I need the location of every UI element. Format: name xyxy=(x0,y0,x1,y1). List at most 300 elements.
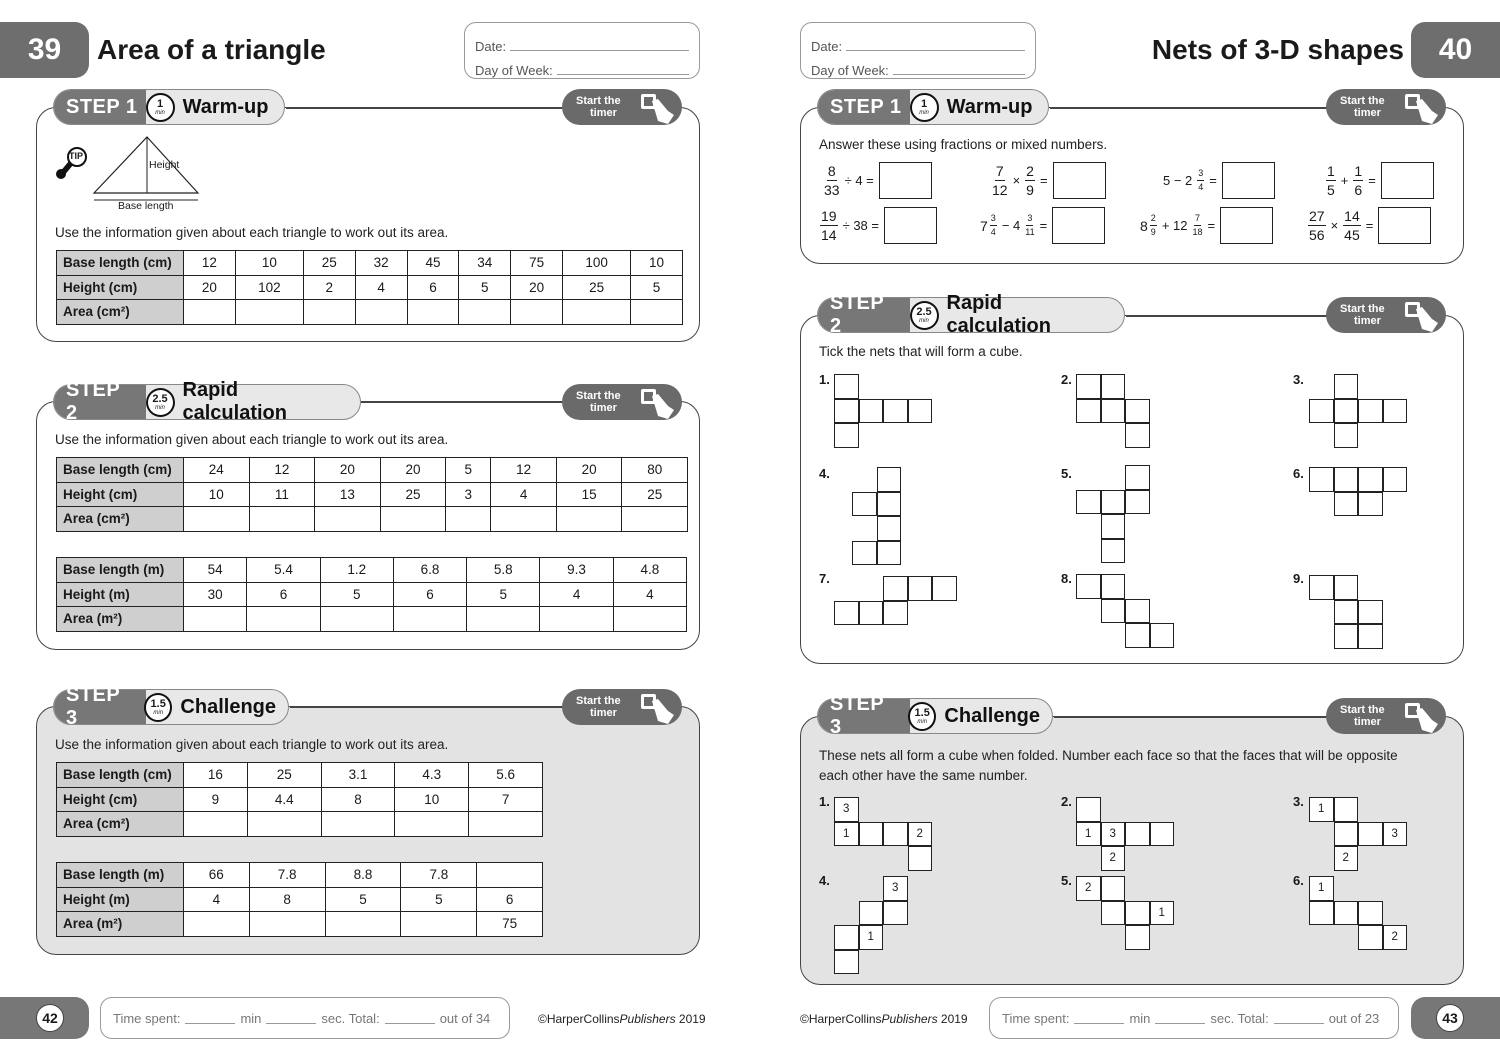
net-face[interactable] xyxy=(1076,574,1101,599)
answer-box[interactable] xyxy=(1052,207,1105,244)
net-face[interactable] xyxy=(852,541,877,566)
table-cell[interactable] xyxy=(247,607,320,632)
table-cell: 5 xyxy=(401,887,477,912)
step-word: STEP 2 xyxy=(66,379,120,424)
net-face[interactable] xyxy=(1309,467,1334,492)
net-face[interactable] xyxy=(883,901,908,926)
table-cell[interactable] xyxy=(235,300,303,325)
net-face[interactable] xyxy=(1101,374,1126,399)
answer-box[interactable] xyxy=(879,162,932,199)
row-header: Base length (cm) xyxy=(57,458,184,483)
table-cell: 8.8 xyxy=(325,863,401,888)
table-cell[interactable] xyxy=(631,300,683,325)
table-cell: 66 xyxy=(184,863,250,888)
net-face[interactable] xyxy=(1150,623,1175,648)
net-face[interactable]: 2 xyxy=(1334,846,1359,871)
table-cell: 5 xyxy=(325,887,401,912)
table-cell[interactable] xyxy=(315,507,381,532)
net-face[interactable] xyxy=(877,541,902,566)
net-face[interactable] xyxy=(1125,822,1150,847)
table-cell[interactable] xyxy=(355,300,407,325)
table-cell: 10 xyxy=(395,787,469,812)
fraction-question-7: 8 $\frac{2}{9}$ + 12 $\frac{7}{18}$ = xyxy=(1140,207,1273,244)
step3-label xyxy=(817,693,1053,738)
table-cell: 25 xyxy=(380,482,446,507)
table-cell: 5 xyxy=(446,458,491,483)
net-face[interactable]: 2 xyxy=(1383,925,1408,950)
net-face[interactable] xyxy=(1076,490,1101,515)
table-cell: 11 xyxy=(249,482,315,507)
table-cell: 16 xyxy=(184,763,248,788)
net-face[interactable]: 3 xyxy=(1383,822,1408,847)
table-row xyxy=(57,887,543,912)
table-cell: 20 xyxy=(380,458,446,483)
table-cell[interactable] xyxy=(556,507,622,532)
hand-pointer-icon xyxy=(1404,299,1440,333)
table-cell[interactable] xyxy=(380,507,446,532)
table-row xyxy=(57,787,543,812)
net-face[interactable] xyxy=(1101,876,1126,901)
table-cell: 4 xyxy=(613,582,686,607)
net-label: 1. xyxy=(819,372,830,387)
net-face[interactable] xyxy=(1076,399,1101,424)
net-face[interactable] xyxy=(1358,901,1383,926)
table-cell: 20 xyxy=(184,275,236,300)
net-face[interactable] xyxy=(1309,575,1334,600)
table-cell[interactable] xyxy=(446,507,491,532)
net-face[interactable]: 1 xyxy=(1150,901,1175,926)
table-row xyxy=(57,300,683,325)
net-face[interactable] xyxy=(1358,399,1383,424)
table-cell[interactable] xyxy=(184,300,236,325)
table-cell: 80 xyxy=(622,458,688,483)
net-face[interactable] xyxy=(908,576,933,601)
net-face[interactable] xyxy=(1125,599,1150,624)
net-face[interactable] xyxy=(852,492,877,517)
net-face[interactable] xyxy=(883,399,908,424)
net-face[interactable]: 2 xyxy=(1076,876,1101,901)
day-line[interactable] xyxy=(893,74,1025,75)
step3-instruction: These nets all form a cube when folded. Number each face so that the faces that will be opposite each other have the same number. xyxy=(819,748,1398,783)
answer-box[interactable] xyxy=(1053,162,1106,199)
step2-instruction: Tick the nets that will form a cube. xyxy=(819,344,1023,359)
row-header: Height (m) xyxy=(57,887,184,912)
table-cell: 25 xyxy=(563,275,631,300)
net-face[interactable] xyxy=(1334,399,1359,424)
net-face[interactable] xyxy=(1150,822,1175,847)
table-cell: 5 xyxy=(631,275,683,300)
date-line[interactable] xyxy=(846,50,1025,51)
table-row xyxy=(57,482,688,507)
fraction-question-5: $\frac{19}{14}$ ÷ 38 = xyxy=(818,207,937,244)
step3-table-cm xyxy=(56,762,543,837)
net-face[interactable] xyxy=(1334,467,1359,492)
net-face[interactable] xyxy=(1383,399,1408,424)
hand-pointer-icon xyxy=(640,91,676,125)
table-cell: 2 xyxy=(303,275,355,300)
net-label: 9. xyxy=(1293,571,1304,586)
net-face[interactable]: 1 xyxy=(1309,797,1334,822)
table-cell[interactable] xyxy=(184,912,250,937)
table-cell: 25 xyxy=(303,251,355,276)
table-cell[interactable] xyxy=(407,300,459,325)
date-label: Date: xyxy=(811,39,843,54)
table-cell[interactable] xyxy=(395,812,469,837)
net-face[interactable] xyxy=(1101,599,1126,624)
date-line[interactable] xyxy=(510,50,689,51)
net-face[interactable] xyxy=(1334,423,1359,448)
net-face[interactable]: 2 xyxy=(1101,846,1126,871)
net-face[interactable] xyxy=(859,901,884,926)
step1-label xyxy=(53,89,285,125)
lesson-number: 40 xyxy=(1411,22,1500,78)
table-cell: 3 xyxy=(446,482,491,507)
step-name: Challenge xyxy=(180,695,276,718)
net-face[interactable] xyxy=(859,399,884,424)
table-cell[interactable]: 75 xyxy=(477,912,543,937)
table-cell: 10 xyxy=(184,482,250,507)
step-name: Rapid calculation xyxy=(182,379,287,424)
step-rule xyxy=(286,107,566,109)
net-face[interactable] xyxy=(1334,822,1359,847)
answer-box[interactable] xyxy=(1378,207,1431,244)
row-header: Height (cm) xyxy=(57,275,184,300)
net-face[interactable]: 3 xyxy=(1101,822,1126,847)
net-face[interactable]: 1 xyxy=(834,822,859,847)
start-timer-button[interactable]: Start the timer xyxy=(1326,89,1446,125)
net-face[interactable] xyxy=(1101,901,1126,926)
table-cell[interactable] xyxy=(511,300,563,325)
table-cell: 75 xyxy=(511,251,563,276)
table-cell[interactable] xyxy=(393,607,466,632)
table-cell: 4.3 xyxy=(395,763,469,788)
net-face[interactable] xyxy=(883,822,908,847)
net-face[interactable] xyxy=(1101,399,1126,424)
copyright: ©HarperCollinsPublishers 2019 xyxy=(538,1012,706,1026)
start-timer-button[interactable]: Start the timer xyxy=(562,384,682,420)
table-cell[interactable] xyxy=(622,507,688,532)
net-face[interactable] xyxy=(1101,574,1126,599)
net-face[interactable] xyxy=(1383,467,1408,492)
table-cell: 6 xyxy=(393,582,466,607)
row-header: Area (m²) xyxy=(57,912,184,937)
net-label: 4. xyxy=(819,466,830,481)
table-cell: 30 xyxy=(184,582,247,607)
net-label: 6. xyxy=(1293,466,1304,481)
net-face[interactable] xyxy=(908,846,933,871)
net-face[interactable] xyxy=(859,822,884,847)
hand-pointer-icon xyxy=(640,386,676,420)
answer-box[interactable] xyxy=(1220,207,1273,244)
net-face[interactable] xyxy=(834,423,859,448)
step-word: STEP 3 xyxy=(66,684,120,729)
step-rule xyxy=(290,706,566,708)
net-face[interactable] xyxy=(1309,399,1334,424)
table-cell: 9.3 xyxy=(540,558,613,583)
table-cell: 4 xyxy=(184,887,250,912)
net-face[interactable] xyxy=(1358,600,1383,625)
table-cell: 6 xyxy=(477,887,543,912)
table-cell[interactable] xyxy=(491,507,557,532)
net-face[interactable] xyxy=(883,576,908,601)
row-header: Area (cm²) xyxy=(57,507,184,532)
table-cell: 20 xyxy=(511,275,563,300)
net-face[interactable] xyxy=(1101,514,1126,539)
net-face[interactable] xyxy=(932,576,957,601)
net-face[interactable]: 1 xyxy=(1309,876,1334,901)
stopwatch-icon: 2.5 min xyxy=(146,388,175,417)
net-face[interactable]: 3 xyxy=(834,797,859,822)
net-label: 5. xyxy=(1061,466,1072,481)
row-header: Area (cm²) xyxy=(57,300,184,325)
net-label: 8. xyxy=(1061,571,1072,586)
table-cell: 10 xyxy=(631,251,683,276)
step-word: STEP 1 xyxy=(66,95,138,118)
net-face[interactable] xyxy=(1358,925,1383,950)
net-face[interactable] xyxy=(1358,492,1383,517)
table-row xyxy=(57,582,687,607)
page-number: 42 xyxy=(36,1004,64,1032)
step-rule xyxy=(1050,107,1330,109)
net-face[interactable] xyxy=(1358,624,1383,649)
step2-table-cm xyxy=(56,457,688,532)
net-face[interactable] xyxy=(1334,492,1359,517)
start-timer-button[interactable]: Start the timer xyxy=(1326,297,1446,333)
net-face[interactable] xyxy=(834,925,859,950)
table-cell: 7 xyxy=(469,787,543,812)
step1-instruction: Use the information given about each triangle to work out its area. xyxy=(55,225,449,240)
net-face[interactable] xyxy=(1358,822,1383,847)
net-face[interactable] xyxy=(1125,925,1150,950)
table-cell: 20 xyxy=(315,458,381,483)
net-label: 5. xyxy=(1061,873,1072,888)
row-header: Height (cm) xyxy=(57,482,184,507)
net-face[interactable] xyxy=(877,516,902,541)
net-face[interactable] xyxy=(1334,575,1359,600)
answer-box[interactable] xyxy=(884,207,937,244)
table-cell[interactable] xyxy=(325,912,401,937)
net-label: 7. xyxy=(819,571,830,586)
step2-label xyxy=(817,292,1125,337)
table-cell[interactable] xyxy=(247,812,321,837)
row-header: Base length (cm) xyxy=(57,251,184,276)
table-cell[interactable] xyxy=(320,607,393,632)
table-cell: 5.6 xyxy=(469,763,543,788)
stopwatch-icon: 1 min xyxy=(910,93,939,122)
net-face[interactable] xyxy=(834,399,859,424)
step2-table-m xyxy=(56,557,687,632)
time-spent-box[interactable]: Time spent: min sec. Total: out of 34 xyxy=(100,997,510,1039)
net-face[interactable] xyxy=(859,601,884,626)
net-label: 3. xyxy=(1293,794,1304,809)
net-face[interactable] xyxy=(1101,539,1126,564)
stopwatch-icon: 1 min xyxy=(146,93,175,122)
row-header: Height (cm) xyxy=(57,787,184,812)
table-cell: 34 xyxy=(459,251,511,276)
table-cell[interactable] xyxy=(184,507,250,532)
table-row xyxy=(57,458,688,483)
net-face[interactable] xyxy=(877,467,902,492)
step-name: Warm-up xyxy=(182,95,269,118)
net-face[interactable] xyxy=(877,492,902,517)
net-face[interactable] xyxy=(1125,490,1150,515)
start-timer-button[interactable]: Start the timer xyxy=(562,89,682,125)
page-number: 43 xyxy=(1436,1004,1464,1032)
table-cell: 25 xyxy=(622,482,688,507)
row-header: Area (cm²) xyxy=(57,812,184,837)
table-row xyxy=(57,251,683,276)
row-header: Area (m²) xyxy=(57,607,184,632)
table-cell[interactable] xyxy=(184,607,247,632)
net-face[interactable]: 1 xyxy=(1076,822,1101,847)
net-face[interactable] xyxy=(1101,490,1126,515)
answer-box[interactable] xyxy=(1381,162,1434,199)
page-title: Area of a triangle xyxy=(97,34,326,65)
lesson-number: 39 xyxy=(0,22,89,78)
start-timer-button[interactable]: Start the timer xyxy=(562,689,682,725)
net-face[interactable] xyxy=(834,374,859,399)
row-header: Base length (m) xyxy=(57,863,184,888)
step1-label xyxy=(817,89,1049,125)
fraction-question-1: $\frac{8}{33}$ ÷ 4 = xyxy=(822,162,932,199)
stopwatch-icon: 2.5 min xyxy=(910,301,939,330)
date-box[interactable] xyxy=(800,22,1036,79)
table-cell[interactable] xyxy=(467,607,540,632)
table-cell: 8 xyxy=(321,787,395,812)
net-face[interactable] xyxy=(1125,465,1150,490)
table-cell: 25 xyxy=(247,763,321,788)
net-face[interactable] xyxy=(1076,374,1101,399)
net-face[interactable] xyxy=(1125,399,1150,424)
row-header: Height (m) xyxy=(57,582,184,607)
right-page xyxy=(750,0,1500,1061)
net-face[interactable] xyxy=(1334,624,1359,649)
table-cell: 5.4 xyxy=(247,558,320,583)
net-face[interactable] xyxy=(1334,797,1359,822)
net-face[interactable] xyxy=(1334,901,1359,926)
table-cell[interactable] xyxy=(184,812,248,837)
table-cell: 5.8 xyxy=(467,558,540,583)
net-face[interactable] xyxy=(834,950,859,975)
table-cell[interactable] xyxy=(401,912,477,937)
copyright: ©HarperCollinsPublishers 2019 xyxy=(800,1012,968,1026)
step-name: Challenge xyxy=(944,704,1040,727)
base-label: Base length xyxy=(118,200,174,212)
answer-box[interactable] xyxy=(1222,162,1275,199)
table-cell: 32 xyxy=(355,251,407,276)
net-face[interactable]: 2 xyxy=(908,822,933,847)
table-cell: 20 xyxy=(556,458,622,483)
table-cell: 6 xyxy=(247,582,320,607)
tip-icon: TIP xyxy=(55,147,89,186)
table-cell: 7.8 xyxy=(401,863,477,888)
net-face[interactable]: 1 xyxy=(859,925,884,950)
step1-table xyxy=(56,250,683,325)
table-cell[interactable] xyxy=(540,607,613,632)
step-rule xyxy=(1126,315,1330,317)
step-name: Rapid calculation xyxy=(946,292,1051,337)
net-face[interactable]: 3 xyxy=(883,876,908,901)
table-cell[interactable] xyxy=(613,607,686,632)
table-cell: 102 xyxy=(235,275,303,300)
net-label: 4. xyxy=(819,873,830,888)
step3-table-m xyxy=(56,862,543,937)
net-face[interactable] xyxy=(1334,374,1359,399)
table-cell: 100 xyxy=(563,251,631,276)
table-cell xyxy=(477,863,543,888)
hand-pointer-icon xyxy=(1404,700,1440,734)
table-cell: 15 xyxy=(556,482,622,507)
table-cell[interactable] xyxy=(459,300,511,325)
date-label: Date: xyxy=(475,39,507,54)
table-cell: 12 xyxy=(249,458,315,483)
net-face[interactable] xyxy=(1125,423,1150,448)
net-label: 1. xyxy=(819,794,830,809)
table-cell[interactable] xyxy=(303,300,355,325)
stopwatch-icon: 1.5 min xyxy=(908,702,936,731)
table-cell: 8 xyxy=(249,887,325,912)
table-cell: 12 xyxy=(184,251,236,276)
step3-label xyxy=(53,684,289,729)
table-cell: 4 xyxy=(540,582,613,607)
table-cell: 7.8 xyxy=(249,863,325,888)
net-face[interactable] xyxy=(908,399,933,424)
table-cell: 6.8 xyxy=(393,558,466,583)
step-word: STEP 2 xyxy=(830,292,884,337)
net-face[interactable] xyxy=(834,601,859,626)
fraction-question-2: $\frac{7}{12}$ × $\frac{2}{9}$ = xyxy=(990,162,1106,199)
net-face[interactable] xyxy=(1076,797,1101,822)
table-cell: 6 xyxy=(407,275,459,300)
fraction-question-4: $\frac{1}{5}$ + $\frac{1}{6}$ = xyxy=(1324,162,1434,199)
net-face[interactable] xyxy=(1309,901,1334,926)
date-box[interactable] xyxy=(464,22,700,79)
table-cell: 4 xyxy=(491,482,557,507)
table-row xyxy=(57,558,687,583)
table-cell: 9 xyxy=(184,787,248,812)
table-cell[interactable] xyxy=(249,507,315,532)
net-label: 2. xyxy=(1061,372,1072,387)
table-cell: 4 xyxy=(355,275,407,300)
net-label: 2. xyxy=(1061,794,1072,809)
net-face[interactable] xyxy=(1358,467,1383,492)
table-cell[interactable] xyxy=(249,912,325,937)
net-label: 3. xyxy=(1293,372,1304,387)
day-line[interactable] xyxy=(557,74,689,75)
step-rule xyxy=(1054,716,1330,718)
table-cell: 1.2 xyxy=(320,558,393,583)
table-cell: 10 xyxy=(235,251,303,276)
step3-instruction: Use the information given about each triangle to work out its area. xyxy=(55,737,449,752)
table-cell[interactable] xyxy=(321,812,395,837)
time-spent-box[interactable]: Time spent: min sec. Total: out of 23 xyxy=(989,997,1399,1039)
table-cell: 5 xyxy=(320,582,393,607)
start-timer-button[interactable]: Start the timer xyxy=(1326,698,1446,734)
step2-instruction: Use the information given about each triangle to work out its area. xyxy=(55,432,449,447)
net-face[interactable] xyxy=(883,601,908,626)
net-face[interactable] xyxy=(1334,600,1359,625)
table-cell: 45 xyxy=(407,251,459,276)
step-word: STEP 1 xyxy=(830,95,902,118)
table-row xyxy=(57,275,683,300)
net-face[interactable] xyxy=(1125,623,1150,648)
table-cell[interactable] xyxy=(563,300,631,325)
step2-label xyxy=(53,379,361,424)
table-cell: 4.4 xyxy=(247,787,321,812)
net-face[interactable] xyxy=(1125,901,1150,926)
fraction-question-3: 5 − 2 $\frac{3}{4}$ = xyxy=(1160,162,1275,199)
table-cell[interactable] xyxy=(469,812,543,837)
